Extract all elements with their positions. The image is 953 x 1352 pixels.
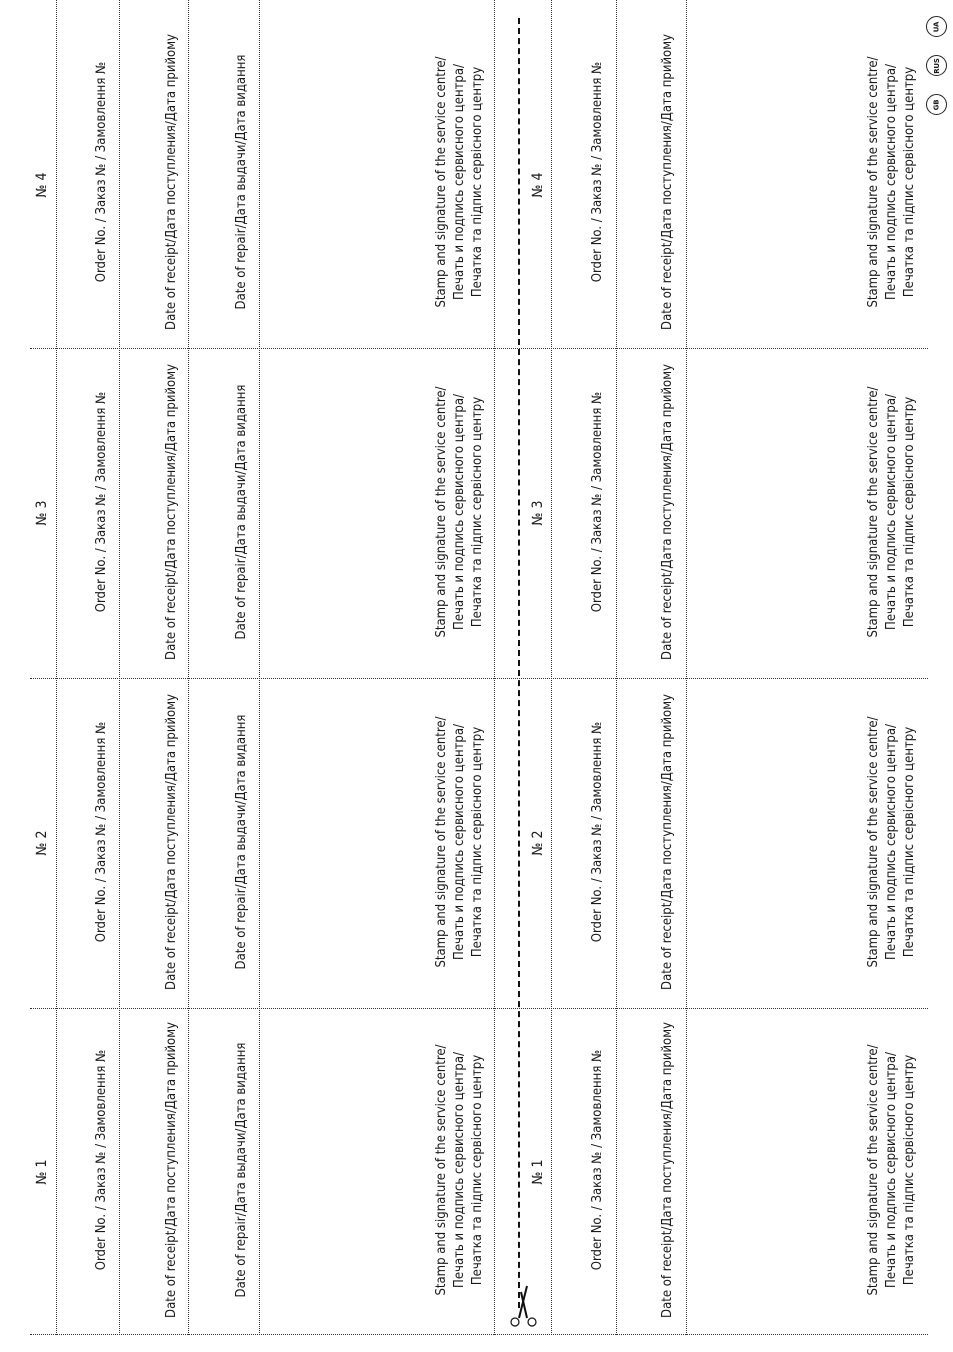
stamp-signature-label [433,717,487,968]
stamp-line: Печатка та підпис сервісного центру [902,396,917,628]
order-number-label: Order No. / Заказ № / Замовлення № [94,1049,109,1271]
stamp-line: Печать и подпись сервисного центра/ [452,394,467,630]
row-separator [494,0,495,1335]
repair-date-label: Date of repair/Дата выдачи/Дата видання [234,1042,249,1298]
order-number-label: Order No. / Заказ № / Замовлення № [94,391,109,613]
language-badge-gb: GB [926,94,947,115]
stamp-line: Печатка та підпис сервісного центру [470,1054,485,1286]
coupon-number: № 4 [530,172,546,198]
coupon-separator [30,1334,928,1335]
stamp-line: Печать и подпись сервисного центра/ [884,724,899,960]
row-separator [616,0,617,1335]
receipt-date-label: Date of receipt/Дата поступления/Дата прийому [660,34,675,330]
stamp-line: Печатка та підпис сервісного центру [902,726,917,958]
order-number-label: Order No. / Заказ № / Замовлення № [94,721,109,943]
receipt-date-label: Date of receipt/Дата поступления/Дата прийому [660,364,675,660]
stamp-line: Stamp and signature of the service centre/ [434,56,449,308]
stamp-line: Печать и подпись сервисного центра/ [884,394,899,630]
row-separator [551,0,552,1335]
receipt-date-label: Date of receipt/Дата поступления/Дата прийому [660,694,675,990]
stamp-line: Stamp and signature of the service centre/ [866,716,881,968]
coupon-separator [30,348,928,349]
coupon-number: № 1 [34,1159,50,1185]
coupon-number: № 2 [530,830,546,856]
stamp-line: Печатка та підпис сервісного центру [470,66,485,298]
stamp-line: Печать и подпись сервисного центра/ [452,724,467,960]
receipt-date-label: Date of receipt/Дата поступления/Дата прийому [164,34,179,330]
order-number-label: Order No. / Заказ № / Замовлення № [94,61,109,283]
stamp-line: Печатка та підпис сервісного центру [902,1054,917,1286]
stamp-signature-label [865,387,919,638]
stamp-line: Печатка та підпис сервісного центру [902,66,917,298]
stamp-line: Печать и подпись сервисного центра/ [884,1052,899,1288]
stamp-line: Печать и подпись сервисного центра/ [452,64,467,300]
stamp-line: Stamp and signature of the service centre/ [434,716,449,968]
language-badge-rus: RUS [926,55,947,76]
stamp-line: Печатка та підпис сервісного центру [470,726,485,958]
order-number-label: Order No. / Заказ № / Замовлення № [590,61,605,283]
stamp-line: Печать и подпись сервисного центра/ [884,64,899,300]
stamp-line: Stamp and signature of the service centre/ [434,1044,449,1296]
repair-date-label: Date of repair/Дата выдачи/Дата видання [234,714,249,970]
repair-date-label: Date of repair/Дата выдачи/Дата видання [234,54,249,310]
cut-line [518,18,520,1308]
order-number-label: Order No. / Заказ № / Замовлення № [590,391,605,613]
stamp-line: Печать и подпись сервисного центра/ [452,1052,467,1288]
scissors-icon [505,1284,541,1328]
stamp-line: Stamp and signature of the service centre/ [434,386,449,638]
stamp-line: Stamp and signature of the service centre/ [866,56,881,308]
stamp-signature-label [433,387,487,638]
stamp-line: Stamp and signature of the service centre/ [866,1044,881,1296]
row-separator [686,0,687,1335]
receipt-date-label: Date of receipt/Дата поступления/Дата прийому [164,694,179,990]
coupon-number: № 1 [530,1159,546,1185]
language-badge-ua: UA [926,16,947,37]
stamp-line: Печатка та підпис сервісного центру [470,396,485,628]
coupon-number: № 2 [34,830,50,856]
stamp-signature-label [865,1045,919,1296]
stamp-signature-label [433,1045,487,1296]
receipt-date-label: Date of receipt/Дата поступления/Дата прийому [660,1022,675,1318]
stamp-line: Stamp and signature of the service centre/ [866,386,881,638]
receipt-date-label: Date of receipt/Дата поступления/Дата прийому [164,1022,179,1318]
order-number-label: Order No. / Заказ № / Замовлення № [590,721,605,943]
repair-date-label: Date of repair/Дата выдачи/Дата видання [234,384,249,640]
stamp-signature-label [433,57,487,308]
order-number-label: Order No. / Заказ № / Замовлення № [590,1049,605,1271]
row-separator [56,0,57,1335]
row-separator [188,0,189,1335]
receipt-date-label: Date of receipt/Дата поступления/Дата прийому [164,364,179,660]
coupon-number: № 3 [530,500,546,526]
row-separator [259,0,260,1335]
coupon-separator [30,678,928,679]
coupon-number: № 4 [34,172,50,198]
stamp-signature-label [865,717,919,968]
coupon-number: № 3 [34,500,50,526]
stamp-signature-label [865,57,919,308]
row-separator [119,0,120,1335]
coupon-separator [30,1008,928,1009]
